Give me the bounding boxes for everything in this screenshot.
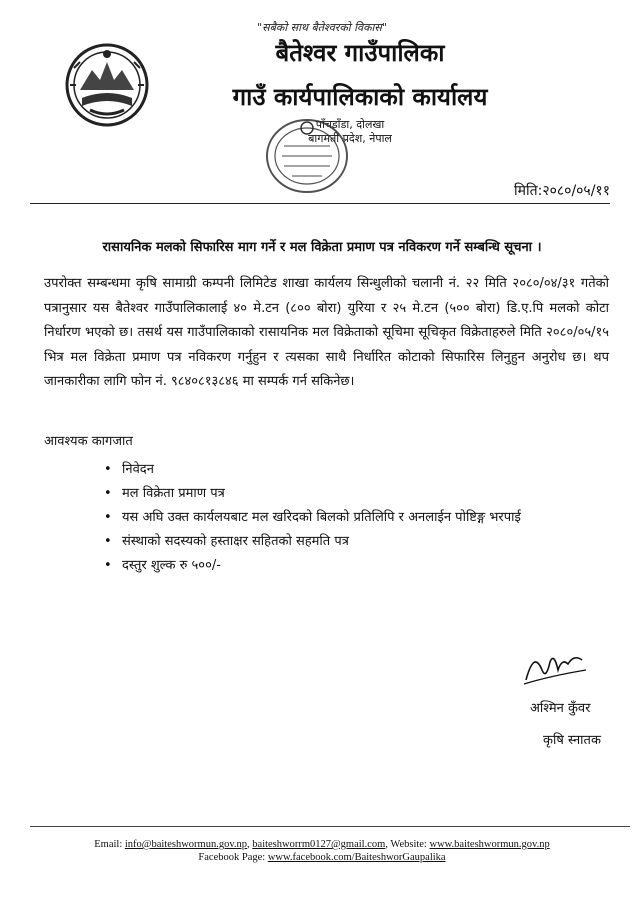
handwritten-signature — [520, 640, 590, 694]
facebook-label: Facebook Page: — [198, 852, 266, 863]
office-name: गाउँ कार्यपालिकाको कार्यालय — [232, 82, 488, 111]
signatory-name: अश्मिन कुँवर — [530, 701, 591, 716]
documents-heading: आवश्यक कागजात — [44, 434, 133, 449]
bullet-icon: • — [104, 510, 112, 525]
document-item-label: संस्थाको सदस्यको हस्ताक्षर सहितको सहमति पत्र — [122, 534, 349, 549]
document-item-label: निवेदन — [122, 462, 154, 477]
documents-list — [100, 458, 600, 578]
notice-date: मिति:२०८०/०५/११ — [514, 183, 610, 199]
email-label: Email: — [94, 839, 123, 850]
header-divider — [30, 203, 610, 204]
email-link-2[interactable]: baiteshworrm0127@gmail.com — [252, 839, 386, 850]
website-label: Website: — [390, 839, 427, 850]
facebook-link[interactable]: www.facebook.com/BaiteshworGaupalika — [267, 852, 446, 863]
bullet-icon: • — [104, 534, 112, 549]
website-link[interactable]: www.baiteshwormun.gov.np — [429, 839, 550, 850]
list-item — [100, 554, 600, 578]
bullet-icon: • — [104, 486, 112, 501]
address-line-2: बागमती प्रदेश, नेपाल — [308, 132, 392, 145]
bullet-icon: • — [104, 558, 112, 573]
header-tagline: "सबैको साथ बैतेश्वरको विकास" — [257, 21, 387, 34]
list-item — [100, 530, 600, 554]
document-item-label: मल विक्रेता प्रमाण पत्र — [122, 486, 225, 501]
list-item — [100, 482, 600, 506]
footer-divider — [30, 826, 630, 827]
bullet-icon: • — [104, 462, 112, 477]
email-link-1[interactable]: info@baiteshwormun.gov.np — [124, 839, 248, 850]
document-item-label: दस्तुर शुल्क रु ५००/- — [122, 558, 221, 573]
list-item — [100, 506, 600, 530]
document-item-label: यस अघि उक्त कार्यलयबाट मल खरिदको बिलको प्रतिलिपि र अनलाईन पोष्टिङ्ग भरपाई — [122, 510, 521, 525]
footer-facebook-line — [0, 852, 644, 863]
nepal-government-emblem-icon — [62, 40, 152, 134]
notice-subject: रासायनिक मलको सिफारिस माग गर्ने र मल विक्रेता प्रमाण पत्र नविकरण गर्ने सम्बन्धि सूचना । — [102, 240, 542, 255]
municipality-name: बैतेश्वर गाउँपालिका — [275, 38, 445, 67]
signatory-designation: कृषि स्नातक — [543, 733, 601, 748]
address-line-1: पाँचडाँडा, दोलखा — [315, 118, 385, 131]
notice-body: उपरोक्त सम्बन्धमा कृषि सामाग्री कम्पनी लिमिटेड शाखा कार्यलय सिन्धुलीको चलानी नं. २२ मिति २०८०/०४/३१ गतेको पत्रानुसार यस बैतेश्वर गाउँपालिकालाई ४० मे.टन (८०० बोरा) युरिया र २५ मे.टन (५०० बोरा) डि.ए.पि मलको कोटा निर्धारण भएको छ। तसर्थ यस गाउँपालिकाको रासायनिक मल विक्रेताको सूचिमा सूचिकृत विक्रेताहरुले मिति २०८०/०५/१५ भित्र मल विक्रेता प्रमाण पत्र नविकरण गर्नुहुन र त्यसका साथै निर्धारित कोटाको सिफारिस लिनुहुन अनुरोध छ। थप जानकारीका लागि फोन नं. ९८४०८१३८४६ मा सम्पर्क गर्न सकिनेछ। — [44, 276, 609, 389]
office-seal-stamp — [262, 116, 352, 200]
list-item — [100, 458, 600, 482]
footer-contact-line: Email: info@baiteshwormun.gov.np, baiteshworrm0127@gmail.com, Website: www.baiteshwormun.gov.np — [94, 839, 550, 850]
